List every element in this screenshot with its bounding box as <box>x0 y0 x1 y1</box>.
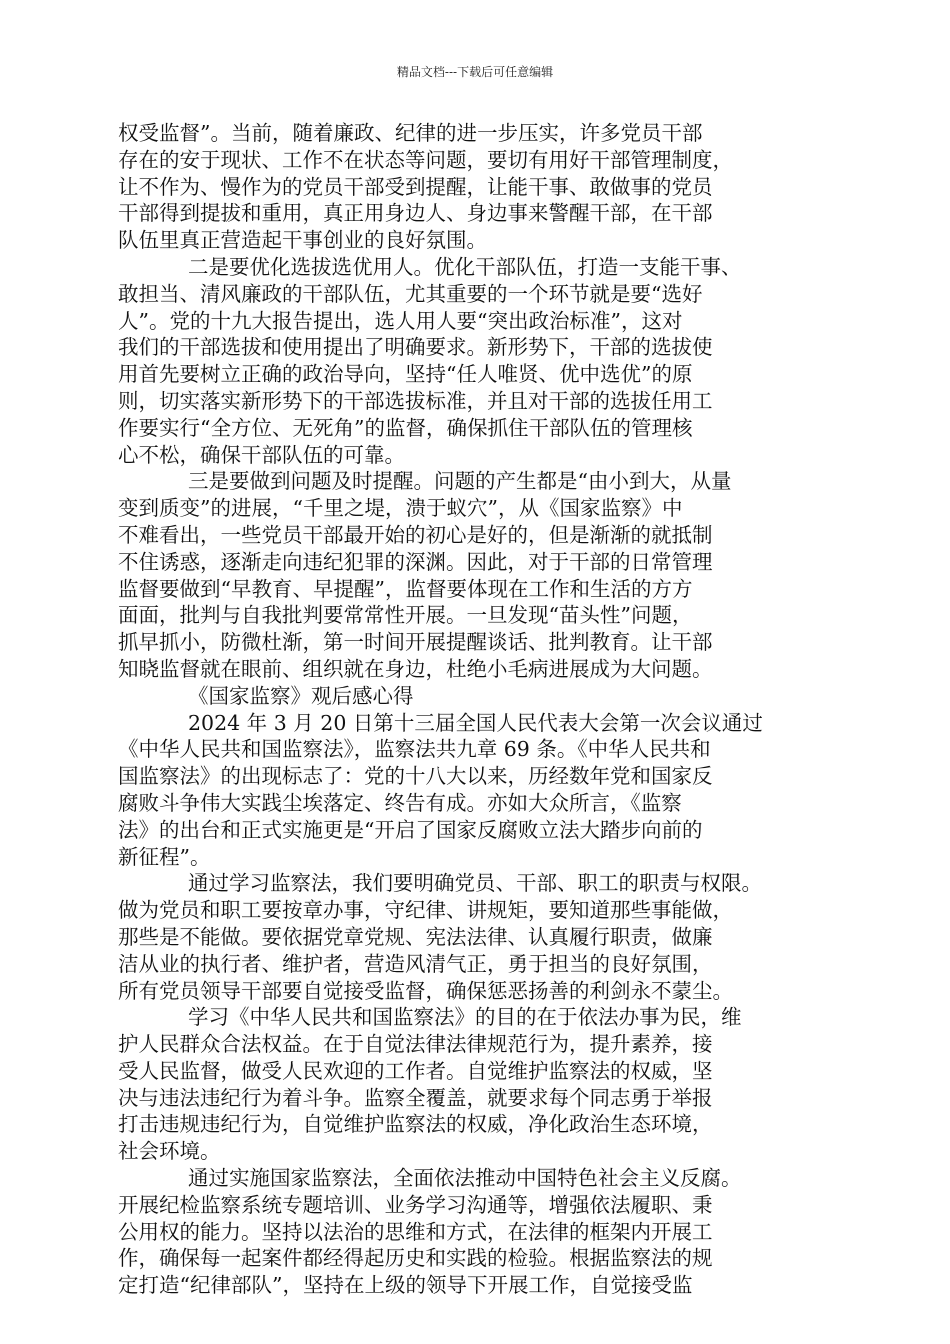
text-line: 受人民监督，做受人民欢迎的工作者。自觉维护监察法的权威，坚 <box>118 1058 713 1083</box>
text-line: 决与违法违纪行为着斗争。监察全覆盖，就要求每个同志勇于举报 <box>118 1085 713 1110</box>
text-line: 让不作为、慢作为的党员干部受到提醒，让能干事、敢做事的党员 <box>118 174 713 199</box>
text-line: 国监察法》的出现标志了：党的十八大以来，历经数年党和国家反 <box>118 764 713 789</box>
text-line: 监督要做到“早教育、早提醒”，监督要体现在工作和生活的方方 <box>118 576 693 601</box>
text-line: 用首先要树立正确的政治导向，坚持“任人唯贤、优中选优”的原 <box>118 362 693 387</box>
text-line: 《中华人民共和国监察法》，监察法共九章 69 条。《中华人民共和 <box>118 737 711 762</box>
text-line: 洁从业的执行者、维护者，营造风清气正，勇于担当的良好氛围， <box>118 951 713 976</box>
text-line: 作要实行“全方位、无死角”的监督，确保抓住干部队伍的管理核 <box>118 415 693 440</box>
text-line: 存在的安于现状、工作不在状态等问题，要切有用好干部管理制度， <box>118 147 733 172</box>
text-line: 做为党员和职工要按章办事，守纪律、讲规矩，要知道那些事能做， <box>118 898 733 923</box>
text-line: 通过实施国家监察法，全面依法推动中国特色社会主义反腐。 <box>188 1166 742 1191</box>
text-line: 我们的干部选拔和使用提出了明确要求。新形势下，干部的选拔使 <box>118 335 713 360</box>
text-line: 2024 年 3 月 20 日第十三届全国人民代表大会第一次会议通过 <box>188 710 763 735</box>
text-line: 公用权的能力。坚持以法治的思维和方式，在法律的框架内开展工 <box>118 1219 713 1244</box>
text-line: 作，确保每一起案件都经得起历史和实践的检验。根据监察法的规 <box>118 1246 713 1271</box>
text-line: 抓早抓小，防微杜渐，第一时间开展提醒谈话、批判教育。让干部 <box>118 630 713 655</box>
text-line: 变到质变”的进展，“千里之堤，溃于蚁穴”，从《国家监察》中 <box>118 496 683 521</box>
text-line: 法》的出台和正式实施更是“开启了国家反腐败立法大踏步向前的 <box>118 817 703 842</box>
page-header: 精品文档---下载后可任意编辑 <box>396 65 554 79</box>
text-line: 《国家监察》观后感心得 <box>188 683 414 708</box>
text-line: 通过学习监察法，我们要明确党员、干部、职工的职责与权限。 <box>188 871 762 896</box>
text-line: 学习《中华人民共和国监察法》的目的在于依法办事为民，维 <box>188 1005 742 1030</box>
text-line: 定打造“纪律部队”，坚持在上级的领导下开展工作，自觉接受监 <box>118 1273 693 1298</box>
text-line: 新征程”。 <box>118 844 211 869</box>
text-line: 打击违规违纪行为，自觉维护监察法的权威，净化政治生态环境， <box>118 1112 713 1137</box>
text-line: 敢担当、清风廉政的干部队伍，尤其重要的一个环节就是要“选好 <box>118 281 703 306</box>
text-line: 不难看出，一些党员干部最开始的初心是好的，但是渐渐的就抵制 <box>118 522 713 547</box>
text-line: 开展纪检监察系统专题培训、业务学习沟通等，增强依法履职、秉 <box>118 1192 713 1217</box>
text-line: 护人民群众合法权益。在于自觉法律法律规范行为，提升素养，接 <box>118 1032 713 1057</box>
text-line: 队伍里真正营造起干事创业的良好氛围。 <box>118 228 487 253</box>
text-line: 二是要优化选拔选优用人。优化干部队伍，打造一支能干事、 <box>188 254 742 279</box>
text-line: 则，切实落实新形势下的干部选拔标准，并且对干部的选拔任用工 <box>118 388 713 413</box>
text-line: 社会环境。 <box>118 1139 221 1164</box>
text-line: 三是要做到问题及时提醒。问题的产生都是“由小到大，从量 <box>188 469 732 494</box>
text-line: 所有党员领导干部要自觉接受监督，确保惩恶扬善的利剑永不蒙尘。 <box>118 978 733 1003</box>
text-line: 腐败斗争伟大实践尘埃落定、终告有成。亦如大众所言，《监察 <box>118 790 682 815</box>
text-line: 权受监督”。当前，随着廉政、纪律的进一步压实，许多党员干部 <box>118 121 703 145</box>
document-body <box>118 120 834 1299</box>
text-line: 干部得到提拔和重用，真正用身边人、身边事来警醒干部，在干部 <box>118 201 713 226</box>
text-line: 人”。党的十九大报告提出，选人用人要“突出政治标准”，这对 <box>118 308 683 333</box>
text-line: 那些是不能做。要依据党章党规、宪法法律、认真履行职责，做廉 <box>118 924 713 949</box>
text-line: 心不松，确保干部队伍的可靠。 <box>118 442 405 467</box>
text-line: 不住诱惑，逐渐走向违纪犯罪的深渊。因此，对于干部的日常管理 <box>118 549 713 574</box>
text-line: 知晓监督就在眼前、组织就在身边，杜绝小毛病进展成为大问题。 <box>118 656 713 681</box>
text-line: 面面，批判与自我批判要常常性开展。一旦发现“苗头性”问题， <box>118 603 693 628</box>
